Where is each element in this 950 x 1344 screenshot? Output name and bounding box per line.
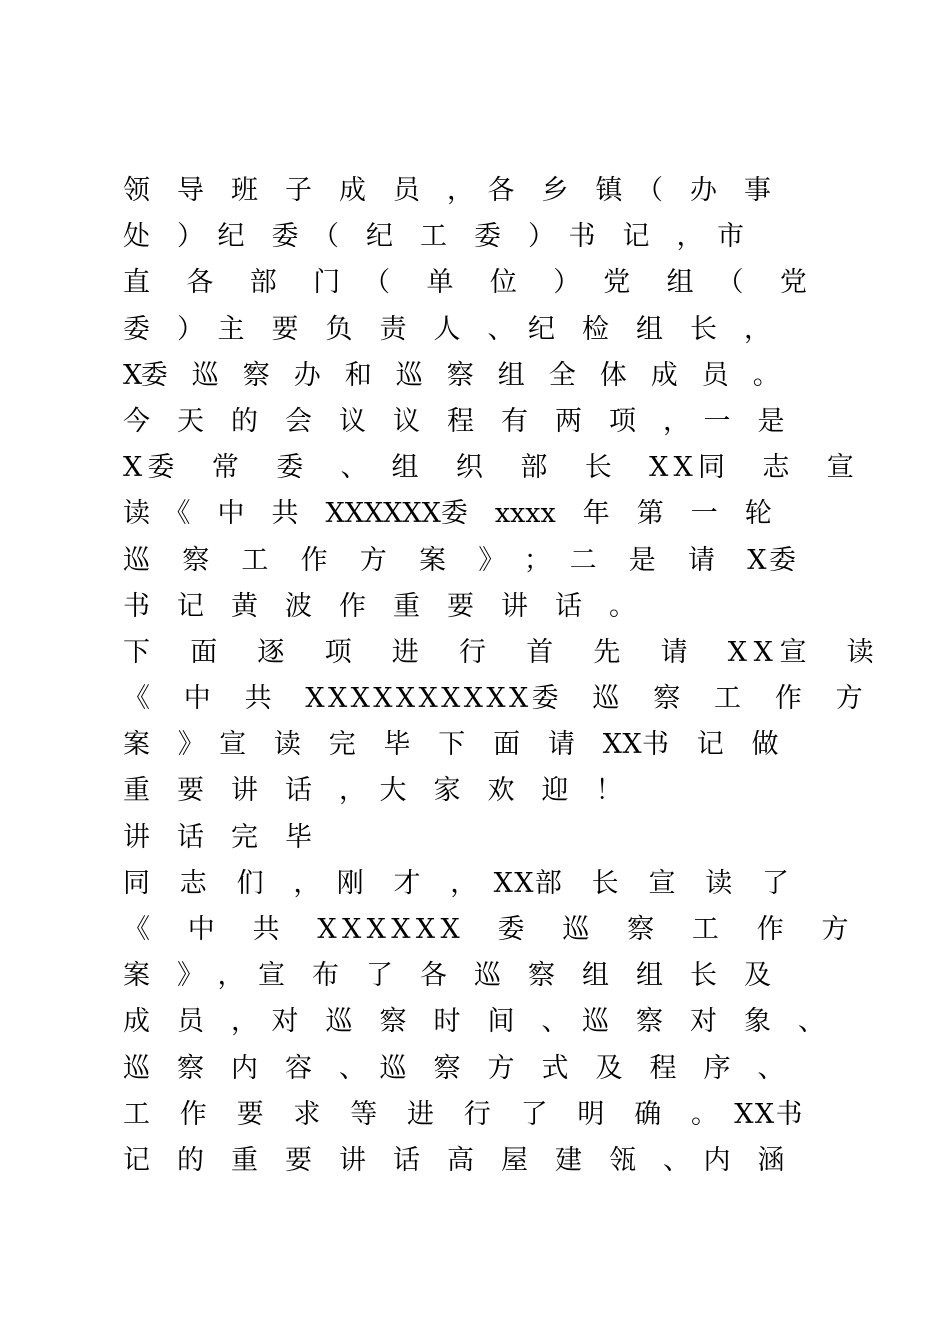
text-line: 巡 察 工 作 方 案 》 ； 二 是 请 X委 [123, 544, 799, 576]
text-line: 书 记 黄 波 作 重 要 讲 话 。 [123, 590, 636, 622]
text-line: 处 ） 纪 委 （ 纪 工 委 ） 书 记 ， 市 [123, 221, 744, 253]
text-line: 讲 话 完 毕 [123, 821, 312, 853]
text-line: 直 各 部 门 （ 单 位 ） 党 组 （ 党 [123, 267, 812, 299]
text-line: 今 天 的 会 议 议 程 有 两 项 ， 一 是 [123, 405, 785, 437]
text-line: X委 常 委 、 组 织 部 长 XX同 志 宣 [123, 452, 859, 484]
text-line: 领 导 班 子 成 员 ， 各 乡 镇 （ 办 事 [123, 175, 771, 206]
text-line: 案 》 宣 读 完 毕 下 面 请 XX书 记 做 [123, 729, 779, 761]
text-line: 记 的 重 要 讲 话 高 屋 建 瓴 、 内 涵 [123, 1144, 785, 1176]
body-text [123, 168, 881, 1184]
text-line: 案 》 ， 宣 布 了 各 巡 察 组 组 长 及 [123, 960, 771, 992]
text-line: 《 中 共 XXXXXXXXXX委 巡 察 工 作 方 [123, 683, 867, 715]
text-line: 同 志 们 ， 刚 才 ， XX部 长 宣 读 了 [123, 867, 791, 899]
text-line: 工 作 要 求 等 进 行 了 明 确 。 XX书 [123, 1098, 804, 1130]
text-line: 重 要 讲 话 ， 大 家 欢 迎 ！ [123, 775, 623, 807]
text-line: 委 ） 主 要 负 责 人 、 纪 检 组 长 ， [123, 313, 771, 345]
text-line: 读 《 中 共 XXXXXX委 xxxx 年 第 一 轮 [123, 498, 772, 530]
text-line: 巡 察 内 容 、 巡 察 方 式 及 程 序 、 [123, 1052, 785, 1084]
text-line: 下 面 逐 项 进 行 首 先 请 XX宣 读 [123, 636, 881, 668]
text-line: 成 员 ， 对 巡 察 时 间 、 巡 察 对 象 、 [123, 1006, 825, 1038]
text-line: X委 巡 察 办 和 巡 察 组 全 体 成 员 。 [123, 359, 779, 391]
text-line: 《 中 共 XXXXXX 委 巡 察 工 作 方 [123, 914, 854, 945]
